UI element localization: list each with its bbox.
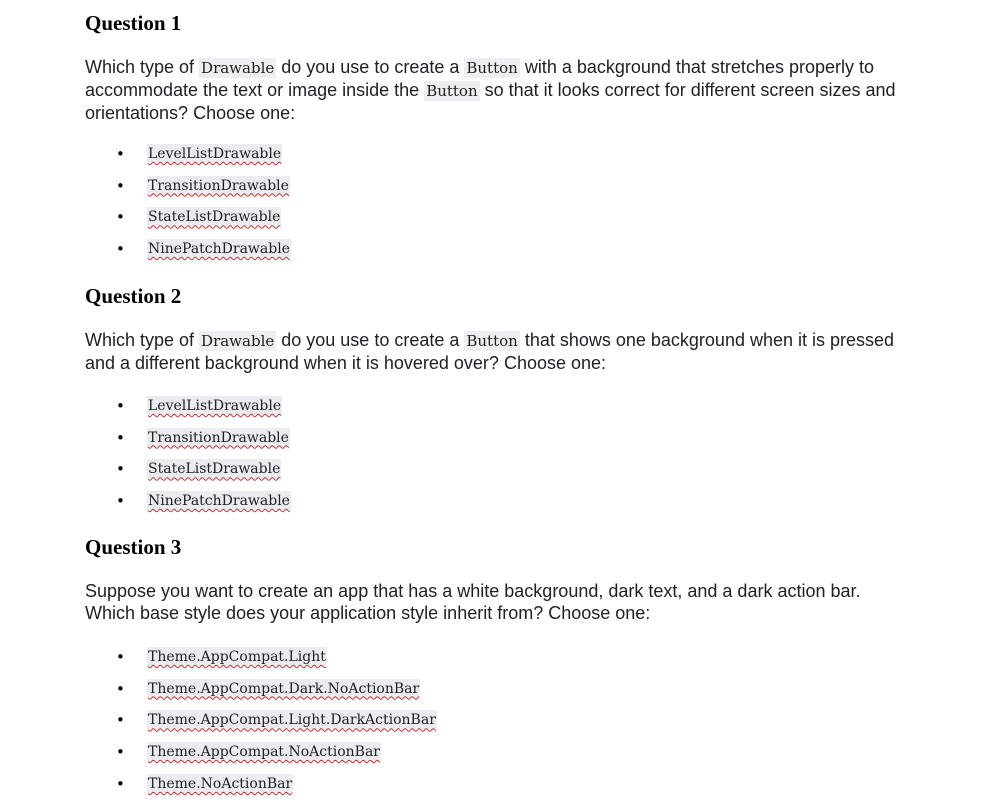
- option-item[interactable]: [85, 708, 905, 740]
- bullet-icon: •: [116, 774, 125, 793]
- text-run: with a background that stretches properly to accommodate the text or image inside the: [85, 57, 875, 100]
- text-run: do you use to create a: [276, 57, 465, 77]
- bullet-icon: •: [116, 428, 125, 447]
- bullet-icon: •: [116, 145, 125, 163]
- text-run: that shows one background when it is pressed and a different background when it is hovered over? Choose one:: [85, 330, 895, 373]
- bullet-icon: •: [116, 679, 125, 698]
- bullet-icon: •: [116, 711, 125, 730]
- option-label: NinePatchDrawable: [148, 493, 290, 510]
- option-label: TransitionDrawable: [148, 429, 289, 446]
- text-run: Which type of: [85, 330, 200, 350]
- option-label: TransitionDrawable: [148, 177, 289, 194]
- option-item[interactable]: [85, 677, 905, 709]
- inline-code-button: Button: [466, 59, 518, 77]
- bullet-icon: •: [116, 240, 125, 259]
- inline-code-drawable: Drawable: [201, 332, 275, 350]
- question-3-text: [85, 580, 905, 624]
- option-item[interactable]: [85, 489, 905, 521]
- option-label: Theme.AppCompat.Dark.NoActionBar: [148, 680, 420, 697]
- option-label: LevelListDrawable: [148, 146, 282, 162]
- text-run: Suppose you want to create an app that has a white background, dark text, and a dark action bar. Which base style does your application style inherit from? Choose one:: [85, 581, 861, 623]
- question-3-heading: Question 3: [85, 535, 182, 559]
- bullet-icon: •: [116, 460, 125, 479]
- bullet-icon: •: [116, 208, 125, 227]
- text-run: so that it looks correct for different screen sizes and orientations? Choose one:: [85, 80, 896, 123]
- question-3-options: [85, 645, 905, 803]
- option-item[interactable]: [85, 740, 905, 772]
- option-item[interactable]: [85, 142, 905, 174]
- question-1-options: [85, 142, 905, 269]
- question-2-options: [85, 394, 905, 521]
- option-item[interactable]: [85, 426, 905, 458]
- option-label: NinePatchDrawable: [148, 241, 290, 258]
- option-label: Theme.AppCompat.Light.DarkActionBar: [148, 712, 436, 729]
- option-label: Theme.AppCompat.Light: [148, 649, 326, 665]
- option-label: Theme.AppCompat.NoActionBar: [148, 744, 380, 761]
- question-2-text: [85, 329, 905, 374]
- inline-code-button: Button: [466, 332, 518, 350]
- option-item[interactable]: [85, 174, 905, 206]
- option-item[interactable]: [85, 457, 905, 489]
- option-label: StateListDrawable: [148, 209, 281, 226]
- question-2-heading: Question 2: [85, 284, 182, 308]
- option-label: Theme.NoActionBar: [148, 775, 293, 792]
- bullet-icon: •: [116, 648, 125, 666]
- option-item[interactable]: [85, 772, 905, 803]
- option-item[interactable]: [85, 205, 905, 237]
- text-run: do you use to create a: [276, 330, 465, 350]
- option-label: StateListDrawable: [148, 461, 281, 478]
- bullet-icon: •: [116, 492, 125, 511]
- text-run: Which type of: [85, 57, 200, 77]
- inline-code-drawable: Drawable: [201, 59, 275, 77]
- option-item[interactable]: [85, 645, 905, 677]
- option-item[interactable]: [85, 237, 905, 269]
- bullet-icon: •: [116, 397, 125, 415]
- question-1-heading: Question 1: [85, 11, 182, 35]
- option-item[interactable]: [85, 394, 905, 426]
- bullet-icon: •: [116, 176, 125, 195]
- question-1-text: [85, 56, 905, 124]
- option-label: LevelListDrawable: [148, 398, 282, 414]
- bullet-icon: •: [116, 743, 125, 762]
- inline-code-button: Button: [426, 82, 478, 100]
